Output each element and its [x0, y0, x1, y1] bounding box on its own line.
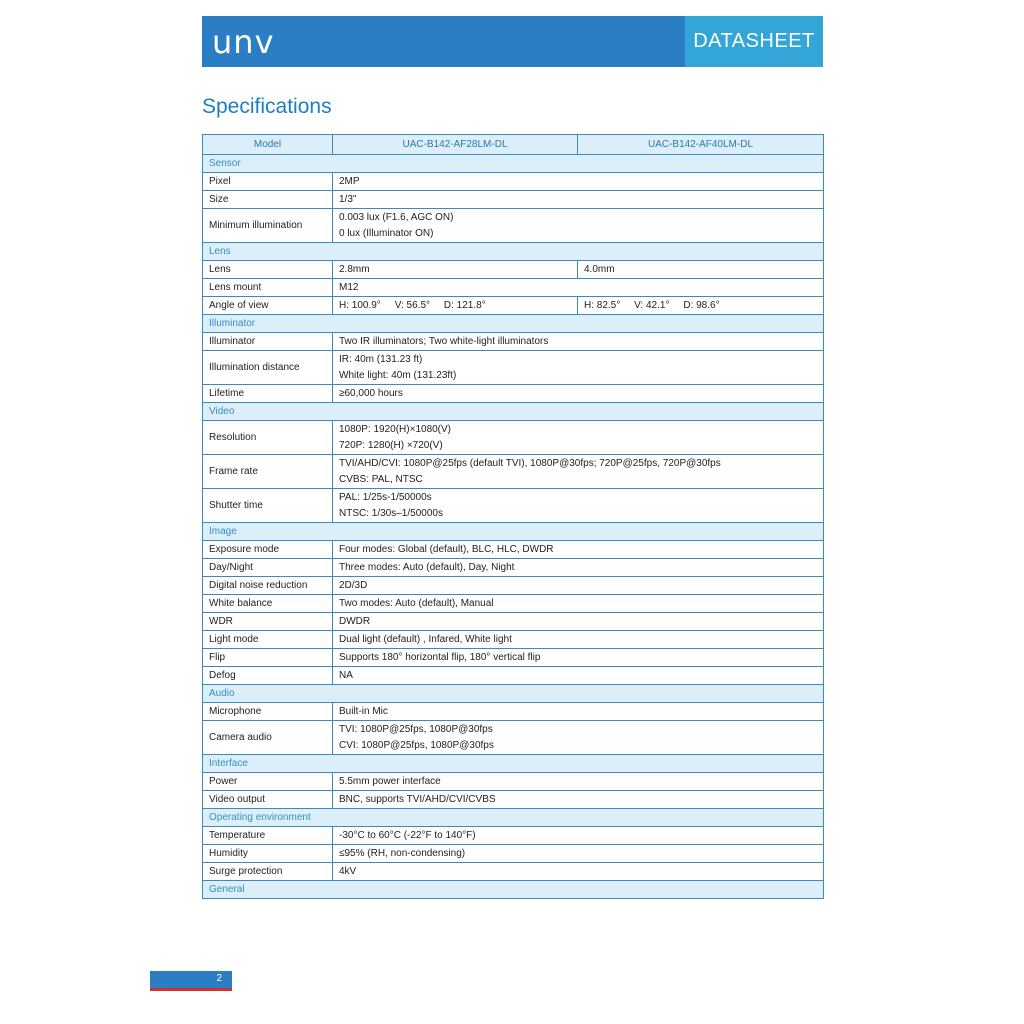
section-video: Video [203, 403, 824, 421]
row-label: Lens [203, 261, 333, 279]
row-label: White balance [203, 595, 333, 613]
section-row [203, 809, 824, 827]
row-label: Illuminator [203, 333, 333, 351]
logo-area [202, 16, 685, 67]
value-line: CVI: 1080P@25fps, 1080P@30fps [339, 739, 494, 751]
value-line: 1080P: 1920(H)×1080(V) [339, 424, 452, 435]
table-row [203, 631, 824, 649]
table-row [203, 209, 824, 243]
table-row [203, 773, 824, 791]
section-sensor: Sensor [203, 155, 824, 173]
table-row [203, 613, 824, 631]
row-value: Two modes: Auto (default), Manual [333, 595, 824, 613]
row-value: Four modes: Global (default), BLC, HLC, DWDR [333, 541, 824, 559]
table-row [203, 845, 824, 863]
row-label: Shutter time [203, 489, 333, 523]
row-value: -30°C to 60°C (-22°F to 140°F) [333, 827, 824, 845]
row-label: Surge protection [203, 863, 333, 881]
value-line: 0.003 lux (F1.6, AGC ON) [339, 212, 454, 223]
row-label: Microphone [203, 703, 333, 721]
row-value-a: 2.8mm [333, 261, 578, 279]
page-number: 2 [216, 973, 222, 984]
row-value: 2D/3D [333, 577, 824, 595]
row-label: Power [203, 773, 333, 791]
row-value: Two IR illuminators; Two white-light illuminators [333, 333, 824, 351]
row-label: WDR [203, 613, 333, 631]
section-row [203, 755, 824, 773]
table-row [203, 455, 824, 489]
value-line: NTSC: 1/30s–1/50000s [339, 507, 443, 519]
section-row [203, 685, 824, 703]
row-value [333, 489, 824, 523]
section-operating-environment: Operating environment [203, 809, 824, 827]
brand-logo: unv [212, 22, 275, 61]
row-value-b: 4.0mm [578, 261, 824, 279]
table-row [203, 703, 824, 721]
section-row [203, 881, 824, 899]
section-general: General [203, 881, 824, 899]
row-value: Built-in Mic [333, 703, 824, 721]
value-line: TVI: 1080P@25fps, 1080P@30fps [339, 724, 493, 735]
table-row [203, 173, 824, 191]
value-line: CVBS: PAL, NTSC [339, 473, 423, 485]
page-title: Specifications [202, 95, 332, 118]
row-label: Flip [203, 649, 333, 667]
row-value [333, 209, 824, 243]
row-label: Defog [203, 667, 333, 685]
section-audio: Audio [203, 685, 824, 703]
table-row [203, 863, 824, 881]
row-value-a: H: 100.9° V: 56.5° D: 121.8° [333, 297, 578, 315]
page-number-tab [150, 971, 232, 991]
section-row [203, 243, 824, 261]
row-value: Supports 180° horizontal flip, 180° vertical flip [333, 649, 824, 667]
row-value: BNC, supports TVI/AHD/CVI/CVBS [333, 791, 824, 809]
row-label: Camera audio [203, 721, 333, 755]
section-interface: Interface [203, 755, 824, 773]
value-line: TVI/AHD/CVI: 1080P@25fps (default TVI), 1080P@30fps; 720P@25fps, 720P@30fps [339, 458, 721, 469]
row-label: Resolution [203, 421, 333, 455]
table-header-row [203, 135, 824, 155]
row-value [333, 721, 824, 755]
row-value: Dual light (default) , Infared, White light [333, 631, 824, 649]
column-header-model: Model [203, 135, 333, 155]
table-row [203, 385, 824, 403]
row-label: Minimum illumination [203, 209, 333, 243]
table-row [203, 559, 824, 577]
row-label: Size [203, 191, 333, 209]
column-header-model-b: UAC-B142-AF40LM-DL [578, 135, 824, 155]
table-row [203, 297, 824, 315]
row-value: 1/3" [333, 191, 824, 209]
row-value [333, 421, 824, 455]
row-label: Day/Night [203, 559, 333, 577]
table-row [203, 827, 824, 845]
table-row [203, 595, 824, 613]
section-lens: Lens [203, 243, 824, 261]
table-row [203, 279, 824, 297]
row-label: Humidity [203, 845, 333, 863]
value-line: IR: 40m (131.23 ft) [339, 354, 423, 365]
table-row [203, 261, 824, 279]
row-value: ≥60,000 hours [333, 385, 824, 403]
row-value: 4kV [333, 863, 824, 881]
row-label: Temperature [203, 827, 333, 845]
table-row [203, 333, 824, 351]
table-row [203, 541, 824, 559]
row-label: Illumination distance [203, 351, 333, 385]
row-label: Digital noise reduction [203, 577, 333, 595]
table-row [203, 791, 824, 809]
table-row [203, 191, 824, 209]
header-banner [202, 16, 823, 67]
table-row [203, 721, 824, 755]
row-value: DWDR [333, 613, 824, 631]
row-value: 2MP [333, 173, 824, 191]
row-value: 5.5mm power interface [333, 773, 824, 791]
row-label: Exposure mode [203, 541, 333, 559]
value-line: 720P: 1280(H) ×720(V) [339, 439, 443, 451]
datasheet-tag [685, 16, 823, 67]
row-value: ≤95% (RH, non-condensing) [333, 845, 824, 863]
row-value [333, 455, 824, 489]
row-label: Video output [203, 791, 333, 809]
value-line: White light: 40m (131.23ft) [339, 369, 457, 381]
row-value: Three modes: Auto (default), Day, Night [333, 559, 824, 577]
section-image: Image [203, 523, 824, 541]
section-row [203, 523, 824, 541]
table-row [203, 667, 824, 685]
row-value-b: H: 82.5° V: 42.1° D: 98.6° [578, 297, 824, 315]
table-row [203, 351, 824, 385]
value-line: PAL: 1/25s-1/50000s [339, 492, 432, 503]
row-label: Pixel [203, 173, 333, 191]
spec-table [202, 134, 824, 899]
section-row [203, 315, 824, 333]
row-label: Lifetime [203, 385, 333, 403]
section-illuminator: Illuminator [203, 315, 824, 333]
row-value: M12 [333, 279, 824, 297]
section-row [203, 403, 824, 421]
row-label: Lens mount [203, 279, 333, 297]
column-header-model-a: UAC-B142-AF28LM-DL [333, 135, 578, 155]
table-row [203, 489, 824, 523]
row-value [333, 351, 824, 385]
datasheet-label: DATASHEET [693, 30, 815, 52]
row-label: Frame rate [203, 455, 333, 489]
row-value: NA [333, 667, 824, 685]
row-label: Angle of view [203, 297, 333, 315]
section-row [203, 155, 824, 173]
table-row [203, 649, 824, 667]
table-row [203, 577, 824, 595]
value-line: 0 lux (Illuminator ON) [339, 227, 434, 239]
row-label: Light mode [203, 631, 333, 649]
table-row [203, 421, 824, 455]
